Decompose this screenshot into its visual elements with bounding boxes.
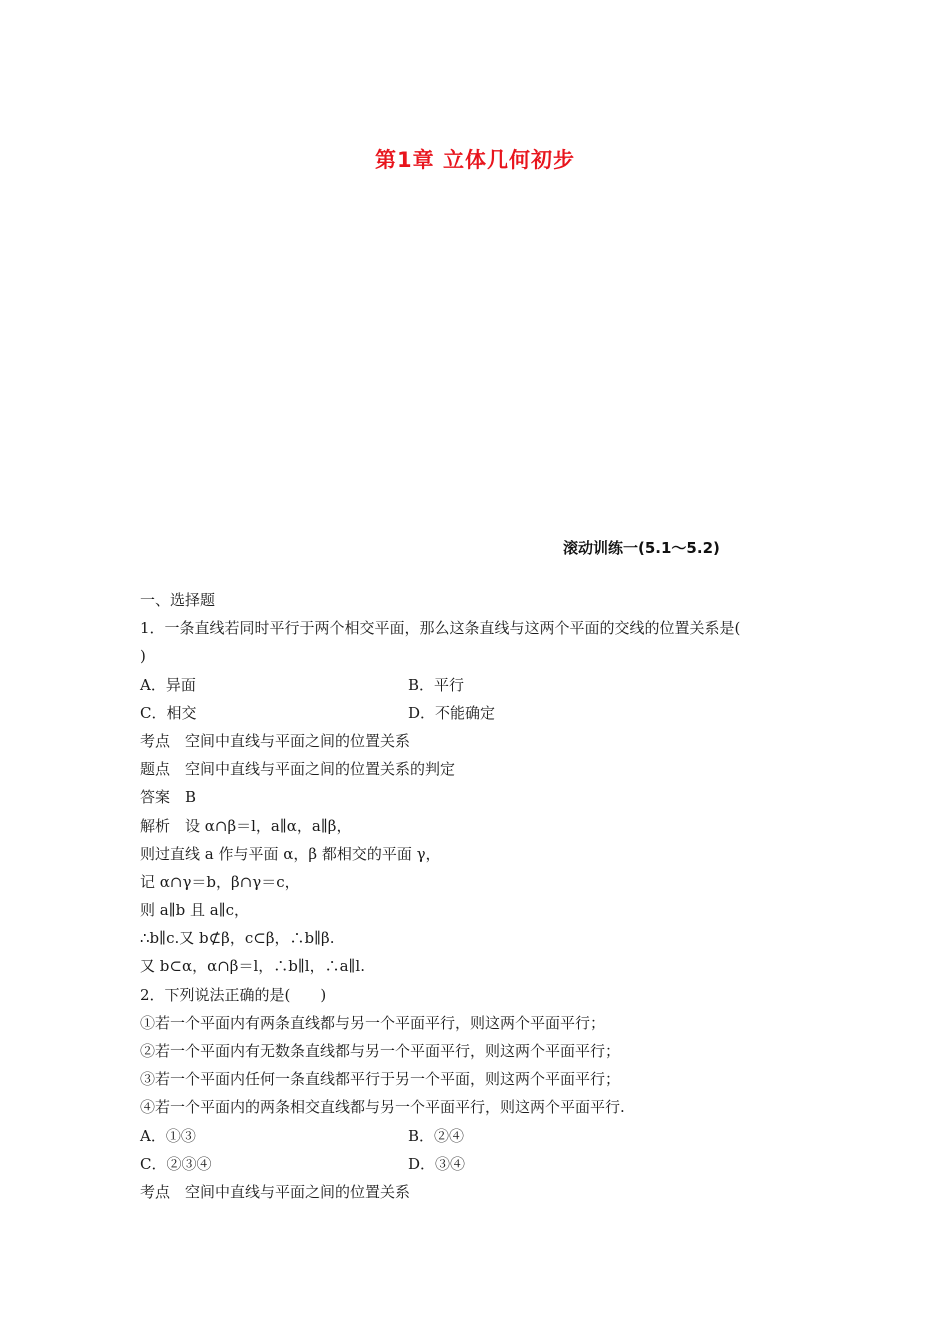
q1-kaodian: 考点 空间中直线与平面之间的位置关系 <box>140 731 411 750</box>
q1-options-row2 <box>140 699 820 727</box>
q1-stem-line1: 1．一条直线若同时平行于两个相交平面，那么这条直线与这两个平面的交线的位置关系是( <box>140 619 741 638</box>
q2-options-row2 <box>140 1150 820 1178</box>
q1-analysis-line: 又 b⊂α，α∩β＝l，∴b∥l，∴a∥l. <box>140 957 366 976</box>
chapter-title: 第1章 立体几何初步 <box>375 148 575 172</box>
q2-statement-3: ③若一个平面内任何一条直线都平行于另一个平面，则这两个平面平行； <box>140 1070 621 1089</box>
q1-options-row1 <box>140 671 820 699</box>
q1-answer: 答案 B <box>140 788 197 807</box>
q2-option-d: D．③④ <box>408 1154 466 1173</box>
q2-option-a: A．①③ <box>140 1126 196 1145</box>
q1-option-b: B．平行 <box>408 675 465 694</box>
q1-option-c: C．相交 <box>140 703 197 722</box>
q1-stem-line2: ) <box>140 647 146 666</box>
part-heading: 一、选择题 <box>140 591 216 609</box>
q1-analysis-line: 记 α∩γ＝b，β∩γ＝c， <box>140 872 300 891</box>
q2-kaodian: 考点 空间中直线与平面之间的位置关系 <box>140 1182 411 1201</box>
q1-option-d: D．不能确定 <box>408 703 496 722</box>
q1-analysis-line: 则过直线 a 作与平面 α，β 都相交的平面 γ， <box>140 844 441 863</box>
section-title: 滚动训练一(5.1～5.2) <box>563 539 720 557</box>
q1-tidian: 题点 空间中直线与平面之间的位置关系的判定 <box>140 760 456 779</box>
q1-analysis-line: 则 a∥b 且 a∥c， <box>140 901 250 920</box>
q2-option-c: C．②③④ <box>140 1154 212 1173</box>
q1-option-a: A．异面 <box>140 675 196 694</box>
exercise-content <box>140 586 820 1206</box>
q2-statement-4: ④若一个平面内的两条相交直线都与另一个平面平行，则这两个平面平行. <box>140 1098 625 1117</box>
q2-options-row1 <box>140 1122 820 1150</box>
q1-analysis-line: 解析 设 α∩β＝l，a∥α，a∥β， <box>140 816 352 835</box>
q2-statement-1: ①若一个平面内有两条直线都与另一个平面平行，则这两个平面平行； <box>140 1013 606 1032</box>
q1-analysis-line: ∴b∥c.又 b⊄β，c⊂β，∴b∥β. <box>140 929 335 948</box>
q2-option-b: B．②④ <box>408 1126 465 1145</box>
q2-stem: 2．下列说法正确的是( ) <box>140 985 327 1004</box>
q2-statement-2: ②若一个平面内有无数条直线都与另一个平面平行，则这两个平面平行； <box>140 1042 621 1060</box>
